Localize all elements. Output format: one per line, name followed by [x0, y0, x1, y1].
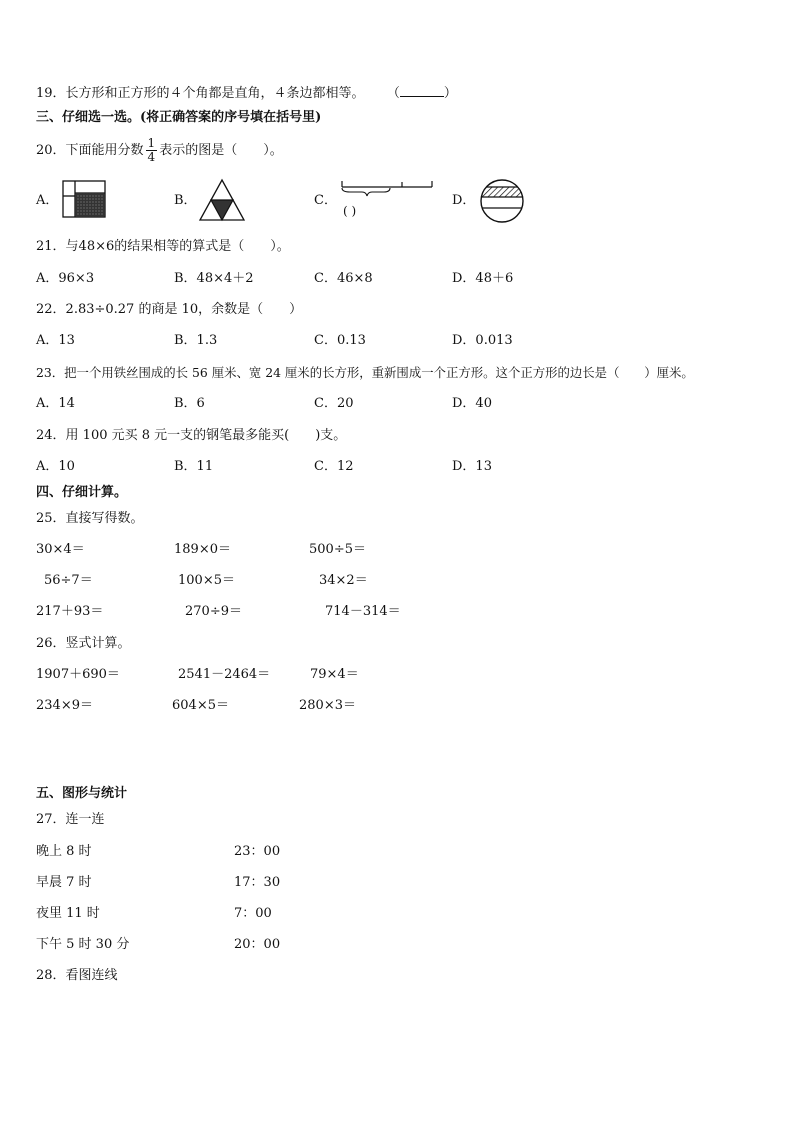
- q23-option-d: D．40: [452, 396, 492, 411]
- calc-item: 100×5＝: [178, 573, 235, 588]
- q20-option-a-label: A．: [36, 193, 59, 208]
- calc-item: 34×2＝: [319, 573, 368, 588]
- time-phrase: 晚上 8 时: [36, 844, 92, 859]
- question-19: [36, 84, 457, 102]
- q21-option-d: D．48＋6: [452, 271, 514, 286]
- calc-item: 500÷5＝: [309, 542, 366, 557]
- q22-option-b: B．1.3: [174, 333, 218, 348]
- calc-item: 56÷7＝: [44, 573, 93, 588]
- time-24h: 17：30: [234, 875, 281, 890]
- q23-option-c: C．20: [314, 396, 354, 411]
- calc-item: 79×4＝: [310, 667, 359, 682]
- question-26-text: 26．竖式计算。: [36, 636, 131, 651]
- question-19-text: 19．长方形和正方形的４个角都是直角，４条边都相等。: [36, 86, 365, 101]
- time-phrase: 下午 5 时 30 分: [36, 937, 130, 952]
- calc-item: 280×3＝: [299, 698, 356, 713]
- fraction-numerator: 1: [147, 136, 156, 150]
- time-24h: 7：00: [234, 906, 272, 921]
- triangle-figure: [198, 178, 246, 222]
- section-3-title: 三、仔细选一选。(将正确答案的序号填在括号里): [36, 110, 322, 125]
- fraction: [146, 137, 158, 164]
- q20-option-b-label: B．: [174, 193, 197, 208]
- answer-blank[interactable]: [400, 84, 444, 97]
- question-23-text: 23．把一个用铁丝围成的长 56 厘米、宽 24 厘米的长方形，重新围成一个正方形。这个正方形的边长是（ ）厘米。: [36, 365, 694, 380]
- q22-option-c: C．0.13: [314, 333, 366, 348]
- segment-label-paren: ( ): [343, 204, 357, 218]
- q21-option-a: A．96×3: [36, 271, 95, 286]
- question-25-text: 25．直接写得数。: [36, 511, 144, 526]
- fraction-denominator: 4: [147, 150, 156, 164]
- time-24h: 20：00: [234, 937, 281, 952]
- answer-paren-close: ）: [443, 86, 457, 101]
- question-20: [36, 136, 283, 166]
- time-24h: 23：00: [234, 844, 281, 859]
- question-28-text: 28．看图连线: [36, 968, 118, 983]
- q21-option-b: B．48×4＋2: [174, 271, 254, 286]
- q22-option-d: D．0.013: [452, 333, 513, 348]
- q20-option-d-label: D．: [452, 193, 476, 208]
- section-5-title: 五、图形与统计: [36, 786, 128, 801]
- q24-option-c: C．12: [314, 459, 354, 474]
- calc-item: 234×9＝: [36, 698, 93, 713]
- q21-option-c: C．46×8: [314, 271, 373, 286]
- question-20-prefix: 20．下面能用分数: [36, 143, 144, 158]
- calc-item: 714－314＝: [325, 604, 401, 619]
- calc-item: 604×5＝: [172, 698, 229, 713]
- circle-figure: [478, 178, 526, 224]
- segment-line-figure: [340, 178, 434, 200]
- question-21-text: 21．与48×6的结果相等的算式是（ ）。: [36, 239, 290, 254]
- q23-option-a: A．14: [36, 396, 75, 411]
- q24-option-d: D．13: [452, 459, 492, 474]
- calc-item: 217＋93＝: [36, 604, 104, 619]
- question-22-text: 22．2.83÷0.27 的商是 10，余数是（ ）: [36, 302, 303, 317]
- section-4-title: 四、仔细计算。: [36, 485, 128, 500]
- time-phrase: 早晨 7 时: [36, 875, 92, 890]
- calc-item: 2541－2464＝: [178, 667, 271, 682]
- answer-paren-open: （: [386, 86, 400, 101]
- square-partition-figure: [62, 180, 106, 218]
- calc-item: 270÷9＝: [185, 604, 242, 619]
- q22-option-a: A．13: [36, 333, 75, 348]
- q24-option-a: A．10: [36, 459, 75, 474]
- q24-option-b: B．11: [174, 459, 214, 474]
- calc-item: 30×4＝: [36, 542, 85, 557]
- question-27-text: 27．连一连: [36, 812, 105, 827]
- question-24-text: 24．用 100 元买 8 元一支的钢笔最多能买( )支。: [36, 428, 347, 443]
- q20-option-c-label: C．: [314, 193, 337, 208]
- calc-item: 1907＋690＝: [36, 667, 120, 682]
- question-20-suffix: 表示的图是（ ）。: [159, 143, 283, 158]
- q23-option-b: B．6: [174, 396, 205, 411]
- time-phrase: 夜里 11 时: [36, 906, 100, 921]
- calc-item: 189×0＝: [174, 542, 231, 557]
